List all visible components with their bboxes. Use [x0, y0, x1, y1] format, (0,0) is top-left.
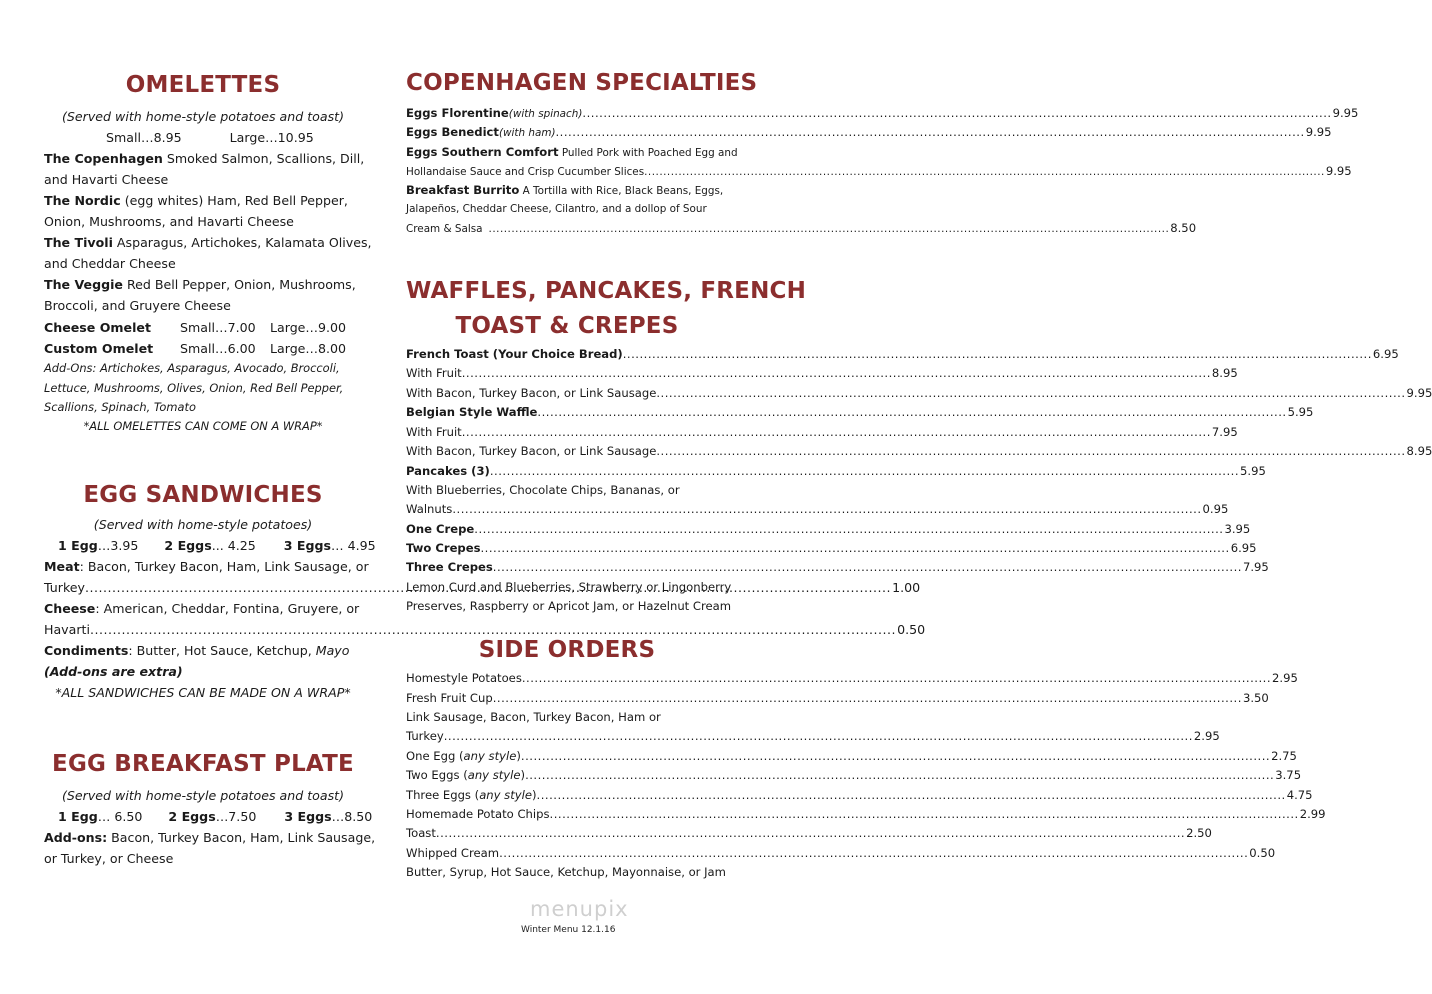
item-name: Belgian Style Waffle: [406, 405, 538, 419]
item-desc-cont: and Havarti Cheese: [44, 172, 169, 187]
item-name: Walnuts: [406, 502, 453, 516]
large-price: Large…9.00: [270, 320, 347, 335]
item-name: Custom Omelet: [44, 341, 154, 356]
menu-item: Two Eggs (any style) ..... 3.75: [406, 766, 728, 786]
item-desc: Smoked Salmon, Scallions, Dill,: [162, 151, 365, 166]
menu-item: [44, 232, 372, 253]
leader-dots: [656, 442, 1405, 462]
desc: Bacon, Turkey Bacon, Ham, Link Sausage,: [107, 830, 376, 845]
item-name: The Nordic: [44, 193, 121, 208]
menu-item: [406, 345, 1399, 365]
price: 8.50: [1170, 221, 1197, 235]
item-name: Eggs Southern Comfort: [406, 145, 559, 159]
price: 6.95: [1372, 347, 1399, 361]
desc: Turkey: [44, 580, 85, 595]
item-desc: Pulled Pork with Poached Egg and: [558, 147, 738, 159]
desc: Hollandaise Sauce and Crisp Cucumber Slices: [406, 166, 645, 178]
item-name: Two Eggs (: [406, 768, 468, 782]
menu-item: [44, 274, 362, 295]
price: … 4.95: [331, 538, 376, 553]
desc: : Butter, Hot Sauce, Ketchup,: [128, 643, 316, 658]
omelette-large-price: Large…10.95: [229, 130, 314, 145]
leader-dots: [537, 403, 1286, 423]
price: 1.00: [892, 580, 921, 595]
style-note: any style: [463, 749, 517, 763]
price-label: 2 Eggs: [168, 809, 216, 824]
menu-item: [406, 500, 1229, 520]
egg-sandwiches-note: (Served with home-style potatoes): [93, 517, 313, 532]
egg-sandwiches-title: EGG SANDWICHES: [83, 482, 323, 508]
item-name: Three Crepes: [406, 560, 493, 574]
crepe-fillings: Lemon Curd and Blueberries, Strawberry or Lingonberry: [406, 580, 732, 594]
price: …7.50: [215, 809, 257, 824]
addons-extra-note: (Add-ons are extra): [44, 664, 183, 679]
leader-dots: [521, 747, 1270, 767]
price: 3.95: [1224, 522, 1251, 536]
item-name: With Fruit: [406, 425, 462, 439]
custom-omelet-row: [44, 338, 362, 359]
menu-item: [406, 403, 1314, 423]
menu-item: [44, 190, 362, 211]
price: 4.75: [1286, 788, 1313, 802]
footer-menu-date: Winter Menu 12.1.16: [521, 925, 616, 935]
price: ... 4.25: [211, 538, 256, 553]
cheese-omelet-row: [44, 317, 362, 338]
egg-plate-title: EGG BREAKFAST PLATE: [52, 751, 354, 777]
menu-item: [406, 104, 1359, 124]
item-name: With Fruit: [406, 366, 462, 380]
item-name: Toast: [406, 826, 436, 840]
leader-dots: [462, 364, 1211, 384]
leader-dots: [537, 786, 1286, 806]
menu-item: [406, 805, 1326, 825]
price: 9.95: [1406, 386, 1432, 400]
price: 9.95: [1332, 106, 1359, 120]
item-note: (with ham): [498, 127, 556, 139]
menu-item: [406, 442, 1432, 462]
menu-item: [406, 462, 1266, 482]
label: Add-ons:: [44, 830, 108, 845]
price: 5.95: [1287, 405, 1314, 419]
leader-dots: [582, 104, 1331, 124]
price: 9.95: [1305, 125, 1332, 139]
label: Meat: [44, 559, 80, 574]
leader-dots: [481, 539, 1230, 559]
menu-item: [406, 539, 1257, 559]
item-name: French Toast (Your Choice Bread): [406, 347, 623, 361]
large-price: Large…8.00: [270, 341, 347, 356]
mayo: Mayo: [315, 643, 350, 658]
desc: Cream & Salsa: [406, 223, 483, 235]
egg-plate-note: (Served with home-style potatoes and toast): [62, 788, 344, 803]
small-price: Small…6.00: [180, 341, 256, 356]
item-desc: Red Bell Pepper, Onion, Mushrooms,: [122, 277, 356, 292]
crepe-fillings: Preserves, Raspberry or Apricot Jam, or Hazelnut Cream: [406, 599, 732, 613]
item-desc-cont: Onion, Mushrooms, and Havarti Cheese: [44, 214, 294, 229]
style-note: any style: [467, 768, 521, 782]
menu-item: [44, 148, 365, 169]
menu-item: [406, 669, 1298, 689]
leader-dots: [556, 123, 1305, 143]
item-name: Fresh Fruit Cup: [406, 691, 493, 705]
price: 2.50: [1186, 826, 1212, 840]
sandwich-meat: [44, 556, 369, 577]
price-label: 1 Egg: [58, 538, 98, 553]
price: 7.95: [1211, 425, 1238, 439]
waffles-title-line1: WAFFLES, PANCAKES, FRENCH: [406, 278, 807, 304]
egg-plate-addons-cont: or Turkey, or Cheese: [44, 851, 174, 866]
menu-item: [406, 364, 1238, 384]
item-desc: A Tortilla with Rice, Black Beans, Eggs,: [519, 185, 724, 197]
omelette-small-price: Small…8.95: [106, 130, 182, 145]
item-name: Turkey: [406, 729, 444, 743]
menu-item: [406, 558, 1269, 578]
leader-dots: [493, 689, 1242, 709]
item-name: Pancakes (3): [406, 464, 490, 478]
item-name: Cheese Omelet: [44, 320, 151, 335]
desc: : American, Cheddar, Fontina, Gruyere, or: [95, 601, 360, 616]
leader-dots: [489, 220, 1170, 240]
omelettes-title: OMELETTES: [125, 72, 281, 98]
item-desc: (egg whites) Ham, Red Bell Pepper,: [120, 193, 348, 208]
side-meats: Link Sausage, Bacon, Turkey Bacon, Ham or: [406, 710, 661, 724]
price: 8.95: [1406, 444, 1432, 458]
menu-item: [406, 844, 1276, 864]
price: … 6.50: [97, 809, 143, 824]
price: 0.50: [897, 622, 926, 637]
item-desc-cont: and Cheddar Cheese: [44, 256, 176, 271]
leader-dots: [499, 844, 1248, 864]
leader-dots: [550, 805, 1299, 825]
side-orders-title: SIDE ORDERS: [478, 637, 656, 663]
menu-item: Three Eggs (any style) ..... 4.75: [406, 786, 728, 806]
menu-item: One Egg (any style) ..... 2.75: [406, 747, 728, 767]
menu-item: [406, 143, 738, 163]
item-name: Breakfast Burrito: [406, 183, 520, 197]
price-label: 3 Eggs: [283, 538, 332, 553]
omelette-addons: Lettuce, Mushrooms, Olives, Onion, Red Bell Pepper,: [44, 381, 344, 395]
item-name: Homestyle Potatoes: [406, 671, 522, 685]
leader-dots: [462, 423, 1211, 443]
menu-item: [406, 824, 1212, 844]
waffles-title-line2: TOAST & CREPES: [455, 313, 679, 339]
price: 2.95: [1272, 671, 1298, 685]
item-name: Three Eggs (: [406, 788, 480, 802]
menu-item: [406, 423, 1238, 443]
leader-dots: [525, 766, 1274, 786]
price-label: 1 Egg: [58, 809, 98, 824]
leader-dots: [623, 345, 1372, 365]
copenhagen-title: COPENHAGEN SPECIALTIES: [406, 70, 758, 96]
price: 2.75: [1271, 749, 1297, 763]
item-name: With Bacon, Turkey Bacon, or Link Sausage: [406, 444, 657, 458]
omelette-wrap-note: *ALL OMELETTES CAN COME ON A WRAP*: [83, 419, 323, 433]
style-note: any style: [479, 788, 532, 802]
item-note: (with spinach): [508, 108, 583, 120]
item-name: Homemade Potato Chips: [406, 807, 550, 821]
price-label: 3 Eggs: [284, 809, 332, 824]
leader-dots: [522, 669, 1271, 689]
leader-dots: [656, 384, 1405, 404]
item-desc-cont: [406, 219, 1197, 239]
egg-plate-prices: [44, 806, 373, 827]
price: …3.95: [97, 538, 139, 553]
omelette-addons: Add-Ons: Artichokes, Asparagus, Avocado, Broccoli,: [44, 361, 340, 375]
leader-dots: [444, 727, 1193, 747]
sandwich-wrap-note: *ALL SANDWICHES CAN BE MADE ON A WRAP*: [55, 685, 351, 700]
price: 3.50: [1242, 691, 1269, 705]
price: 2.99: [1299, 807, 1326, 821]
item-name: With Bacon, Turkey Bacon, or Link Sausage: [406, 386, 657, 400]
leader-dots: [490, 462, 1239, 482]
leader-dots: [436, 824, 1185, 844]
menu-item: [406, 727, 1220, 747]
pancake-options: With Blueberries, Chocolate Chips, Bananas, or: [406, 483, 680, 497]
egg-sandwich-prices: [44, 535, 376, 556]
small-price: Small…7.00: [180, 320, 256, 335]
side-condiments: Butter, Syrup, Hot Sauce, Ketchup, Mayonnaise, or Jam: [406, 865, 726, 879]
price: 0.50: [1249, 846, 1276, 860]
price: 7.95: [1242, 560, 1269, 574]
sandwich-cheese-price-row: [44, 619, 926, 640]
item-name: Eggs Benedict: [406, 125, 499, 139]
sandwich-cheese: [44, 598, 362, 619]
menu-item: [406, 384, 1432, 404]
item-desc-cont: Jalapeños, Cheddar Cheese, Cilantro, and a dollop of Sour: [406, 203, 707, 215]
item-name: The Tivoli: [44, 235, 113, 250]
menu-item: [406, 123, 1332, 143]
leader-dots: [493, 558, 1242, 578]
item-name: One Egg (: [406, 749, 464, 763]
item-desc-cont: Broccoli, and Gruyere Cheese: [44, 298, 231, 313]
omelette-addons: Scallions, Spinach, Tomato: [44, 400, 196, 414]
item-name: The Copenhagen: [44, 151, 163, 166]
price: 0.95: [1202, 502, 1229, 516]
menu-item: [406, 520, 1251, 540]
leader-dots: [452, 500, 1201, 520]
price: 5.95: [1240, 464, 1266, 478]
menu-item: [406, 181, 728, 201]
item-name: Whipped Cream: [406, 846, 500, 860]
item-name: Eggs Florentine: [406, 106, 509, 120]
price: 6.95: [1230, 541, 1257, 555]
price: …8.50: [331, 809, 373, 824]
item-name: The Veggie: [44, 277, 123, 292]
desc: Havarti: [44, 622, 90, 637]
egg-plate-addons: [44, 827, 376, 848]
item-name: One Crepe: [406, 522, 475, 536]
price: 2.95: [1193, 729, 1220, 743]
label: Cheese: [44, 601, 96, 616]
item-desc-cont: [406, 162, 1352, 182]
item-name: Two Crepes: [406, 541, 481, 555]
desc: : Bacon, Turkey Bacon, Ham, Link Sausage, or: [79, 559, 369, 574]
price: 3.75: [1275, 768, 1302, 782]
leader-dots: [644, 163, 1325, 183]
omelettes-note: (Served with home-style potatoes and toast): [62, 109, 344, 124]
price: 9.95: [1325, 164, 1352, 178]
omelettes-sizes: [44, 127, 362, 148]
sandwich-condiments: [44, 640, 362, 661]
item-desc: Asparagus, Artichokes, Kalamata Olives,: [112, 235, 372, 250]
menupix-watermark: menupix: [530, 897, 629, 921]
price-label: 2 Eggs: [164, 538, 212, 553]
price: 8.95: [1211, 366, 1238, 380]
menu-item: [406, 689, 1269, 709]
label: Condiments: [44, 643, 129, 658]
leader-dots: [474, 520, 1223, 540]
